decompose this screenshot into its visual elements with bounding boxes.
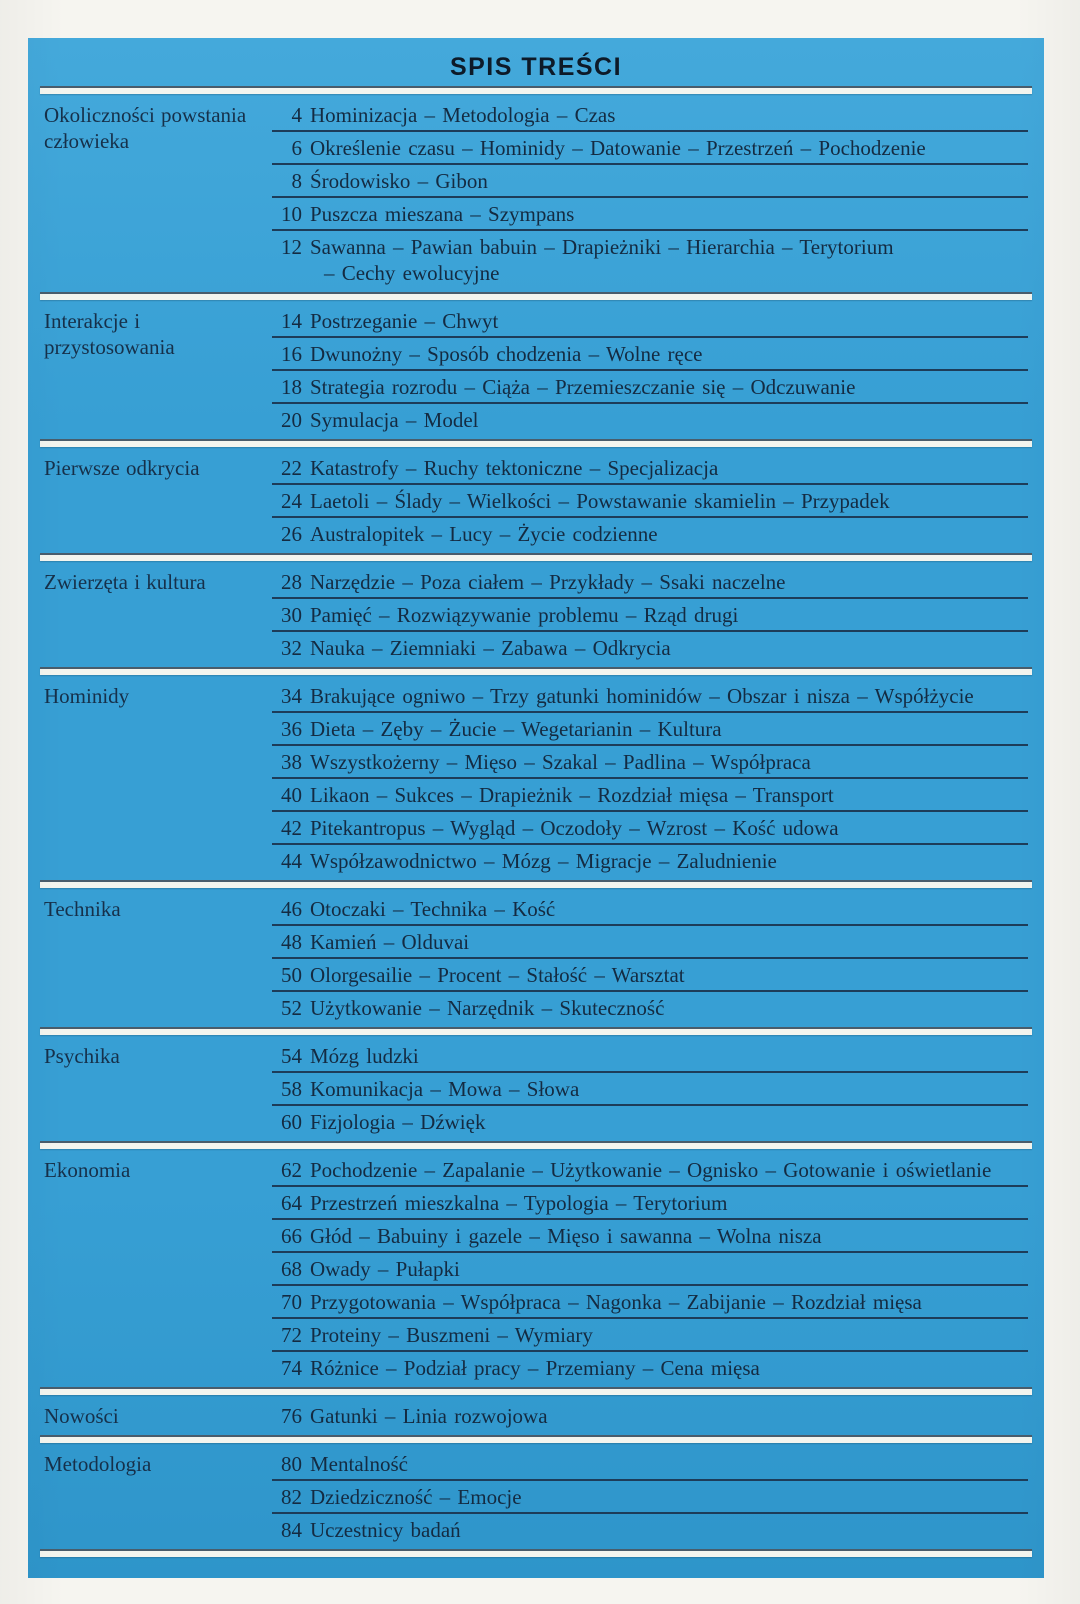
entry-topics: Środowisko – Gibon <box>310 169 488 193</box>
toc-entry <box>272 746 1028 779</box>
section-separator <box>40 439 1032 447</box>
toc-entry <box>272 845 1028 876</box>
section-entries <box>272 680 1028 876</box>
page-title: SPIS TREŚCI <box>449 53 623 81</box>
section-label: Technika <box>44 897 121 921</box>
toc-section <box>44 452 1028 549</box>
entry-topics: Pochodzenie – Zapalanie – Użytkowanie – Ognisko – Gotowanie i oświetlanie <box>310 1158 992 1182</box>
section-label: Metodologia <box>44 1452 152 1476</box>
toc-entry <box>272 371 1028 404</box>
section-entries <box>272 305 1028 435</box>
section-separator <box>40 1387 1032 1395</box>
toc-entry <box>272 713 1028 746</box>
entry-topics: Dieta – Zęby – Żucie – Wegetarianin – Kultura <box>310 717 722 741</box>
entry-topics: Dwunożny – Sposób chodzenia – Wolne ręce <box>310 342 703 366</box>
toc-entry <box>272 1286 1028 1319</box>
entry-topics: Symulacja – Model <box>310 408 479 432</box>
entry-page-number: 84 <box>281 1518 302 1542</box>
toc-section <box>44 566 1028 663</box>
entry-topics: Brakujące ogniwo – Trzy gatunki hominidów – Obszar i nisza – Współżycie <box>310 684 974 708</box>
entry-topics: Określenie czasu – Hominidy – Datowanie – Przestrzeń – Pochodzenie <box>310 136 926 160</box>
entry-page-number: 12 <box>281 235 302 259</box>
entry-page-number: 42 <box>281 816 302 840</box>
entry-page-number: 6 <box>291 136 302 160</box>
entry-topics: Różnice – Podział pracy – Przemiany – Cena mięsa <box>310 1356 760 1380</box>
toc-section <box>44 1400 1028 1431</box>
toc-entry <box>272 779 1028 812</box>
toc-section <box>44 1040 1028 1137</box>
toc-entry <box>272 1220 1028 1253</box>
entry-topics: Proteiny – Buszmeni – Wymiary <box>310 1323 593 1347</box>
entry-topics: Katastrofy – Ruchy tektoniczne – Specjalizacja <box>310 456 719 480</box>
entry-topics: Przestrzeń mieszkalna – Typologia – Terytorium <box>310 1191 728 1215</box>
entry-page-number: 32 <box>281 636 302 660</box>
entry-page-number: 54 <box>281 1044 302 1068</box>
entry-page-number: 82 <box>281 1485 302 1509</box>
section-label: Psychika <box>44 1044 120 1068</box>
toc-entry <box>272 1352 1028 1383</box>
entry-page-number: 22 <box>281 456 302 480</box>
entry-topics: Laetoli – Ślady – Wielkości – Powstawanie skamielin – Przypadek <box>310 489 890 513</box>
toc-entry <box>272 1253 1028 1286</box>
toc-entry <box>272 338 1028 371</box>
toc-entry <box>272 992 1028 1023</box>
entry-page-number: 8 <box>291 169 302 193</box>
section-label: Zwierzęta i kultura <box>44 570 206 594</box>
entry-topics: Współzawodnictwo – Mózg – Migracje – Zaludnienie <box>310 849 777 873</box>
section-separator <box>40 553 1032 561</box>
section-separator <box>40 1141 1032 1149</box>
toc-entry <box>272 812 1028 845</box>
toc-entry <box>272 518 1028 549</box>
entry-topics: Likaon – Sukces – Drapieżnik – Rozdział mięsa – Transport <box>310 783 834 807</box>
entry-topics: Australopitek – Lucy – Życie codzienne <box>310 522 658 546</box>
entry-page-number: 64 <box>281 1191 302 1215</box>
entry-topics: Postrzeganie – Chwyt <box>310 309 499 333</box>
entry-page-number: 74 <box>281 1356 302 1380</box>
entry-topics: Głód – Babuiny i gazele – Mięso i sawanna – Wolna nisza <box>310 1224 822 1248</box>
toc-sections <box>44 99 1028 1557</box>
toc-entry <box>272 132 1028 165</box>
toc-entry <box>272 452 1028 485</box>
entry-topics: Mentalność <box>310 1452 408 1476</box>
section-entries <box>272 1154 1028 1383</box>
entry-page-number: 62 <box>281 1158 302 1182</box>
entry-topics: Komunikacja – Mowa – Słowa <box>310 1077 580 1101</box>
entry-topics: Mózg ludzki <box>310 1044 419 1068</box>
toc-panel <box>28 38 1044 1578</box>
toc-entry <box>272 99 1028 132</box>
toc-section <box>44 893 1028 1023</box>
toc-entry <box>272 305 1028 338</box>
toc-entry <box>272 1448 1028 1481</box>
toc-entry <box>272 893 1028 926</box>
entry-topics: Narzędzie – Poza ciałem – Przykłady – Ssaki naczelne <box>310 570 786 594</box>
entry-page-number: 44 <box>281 849 302 873</box>
entry-page-number: 58 <box>281 1077 302 1101</box>
toc-entry <box>272 1073 1028 1106</box>
toc-entry <box>272 632 1028 663</box>
entry-topics: Sawanna – Pawian babuin – Drapieżniki – Hierarchia – Terytorium <box>310 235 894 259</box>
entry-page-number: 48 <box>281 930 302 954</box>
section-entries <box>272 99 1028 288</box>
entry-topics: Strategia rozrodu – Ciąża – Przemieszczanie się – Odczuwanie <box>310 375 856 399</box>
entry-page-number: 80 <box>281 1452 302 1476</box>
toc-section <box>44 305 1028 435</box>
section-separator <box>40 292 1032 300</box>
toc-entry <box>272 1154 1028 1187</box>
entry-topics-continued: – Cechy ewolucyjne <box>324 261 500 285</box>
entry-page-number: 70 <box>281 1290 302 1314</box>
section-separator <box>40 880 1032 888</box>
entry-page-number: 36 <box>281 717 302 741</box>
entry-page-number: 20 <box>281 408 302 432</box>
entry-page-number: 76 <box>281 1404 302 1428</box>
title-rule <box>40 86 1032 94</box>
toc-entry <box>272 1481 1028 1514</box>
entry-topics: Uczestnicy badań <box>310 1518 461 1542</box>
toc-entry <box>272 1187 1028 1220</box>
entry-topics: Puszcza mieszana – Szympans <box>310 202 575 226</box>
entry-topics: Fizjologia – Dźwięk <box>310 1110 486 1134</box>
section-entries <box>272 1040 1028 1137</box>
toc-entry <box>272 1106 1028 1137</box>
entry-page-number: 66 <box>281 1224 302 1248</box>
toc-section <box>44 680 1028 876</box>
entry-page-number: 38 <box>281 750 302 774</box>
entry-topics: Użytkowanie – Narzędnik – Skuteczność <box>310 996 665 1020</box>
entry-topics: Owady – Pułapki <box>310 1257 460 1281</box>
entry-topics: Pitekantropus – Wygląd – Oczodoły – Wzrost – Kość udowa <box>310 816 839 840</box>
entry-topics: Otoczaki – Technika – Kość <box>310 897 556 921</box>
section-entries <box>272 1448 1028 1545</box>
section-separator <box>40 667 1032 675</box>
section-label: Pierwsze odkrycia <box>44 456 200 480</box>
entry-page-number: 10 <box>281 202 302 226</box>
toc-entry <box>272 599 1028 632</box>
toc-entry <box>272 231 1028 288</box>
entry-page-number: 30 <box>281 603 302 627</box>
section-entries <box>272 452 1028 549</box>
toc-entry <box>272 485 1028 518</box>
entry-page-number: 50 <box>281 963 302 987</box>
bottom-rule <box>40 1549 1032 1557</box>
entry-topics: Nauka – Ziemniaki – Zabawa – Odkrycia <box>310 636 671 660</box>
entry-page-number: 28 <box>281 570 302 594</box>
toc-entry <box>272 680 1028 713</box>
section-entries <box>272 566 1028 663</box>
section-entries <box>272 893 1028 1023</box>
entry-topics: Wszystkożerny – Mięso – Szakal – Padlina – Współpraca <box>310 750 811 774</box>
entry-page-number: 14 <box>281 309 302 333</box>
entry-page-number: 40 <box>281 783 302 807</box>
toc-entry <box>272 1040 1028 1073</box>
toc-entry <box>272 926 1028 959</box>
toc-entry <box>272 198 1028 231</box>
entry-page-number: 60 <box>281 1110 302 1134</box>
entry-page-number: 18 <box>281 375 302 399</box>
entry-page-number: 4 <box>291 103 302 127</box>
toc-entry <box>272 165 1028 198</box>
entry-topics: Dziedziczność – Emocje <box>310 1485 522 1509</box>
toc-entry <box>272 566 1028 599</box>
entry-page-number: 34 <box>281 684 302 708</box>
toc-entry <box>272 1514 1028 1545</box>
section-separator <box>40 1435 1032 1443</box>
entry-page-number: 24 <box>281 489 302 513</box>
section-entries <box>272 1400 1028 1431</box>
entry-page-number: 72 <box>281 1323 302 1347</box>
entry-page-number: 46 <box>281 897 302 921</box>
entry-page-number: 68 <box>281 1257 302 1281</box>
entry-topics: Hominizacja – Metodologia – Czas <box>310 103 616 127</box>
toc-entry <box>272 959 1028 992</box>
toc-section <box>44 99 1028 288</box>
toc-entry <box>272 1319 1028 1352</box>
entry-topics: Olorgesailie – Procent – Stałość – Warsztat <box>310 963 685 987</box>
toc-section <box>44 1448 1028 1545</box>
section-label: Nowości <box>44 1404 119 1428</box>
entry-topics: Gatunki – Linia rozwojowa <box>310 1404 548 1428</box>
entry-topics: Przygotowania – Współpraca – Nagonka – Zabijanie – Rozdział mięsa <box>310 1290 922 1314</box>
entry-page-number: 26 <box>281 522 302 546</box>
section-label: Interakcje i przystosowania <box>44 309 175 359</box>
toc-entry <box>272 404 1028 435</box>
entry-page-number: 52 <box>281 996 302 1020</box>
entry-topics: Kamień – Olduvai <box>310 930 470 954</box>
section-label: Okoliczności powstania człowieka <box>44 103 247 153</box>
section-label: Ekonomia <box>44 1158 131 1182</box>
section-separator <box>40 1027 1032 1035</box>
entry-topics: Pamięć – Rozwiązywanie problemu – Rząd drugi <box>310 603 739 627</box>
toc-entry <box>272 1400 1028 1431</box>
entry-page-number: 16 <box>281 342 302 366</box>
section-label: Hominidy <box>44 684 130 708</box>
toc-section <box>44 1154 1028 1383</box>
